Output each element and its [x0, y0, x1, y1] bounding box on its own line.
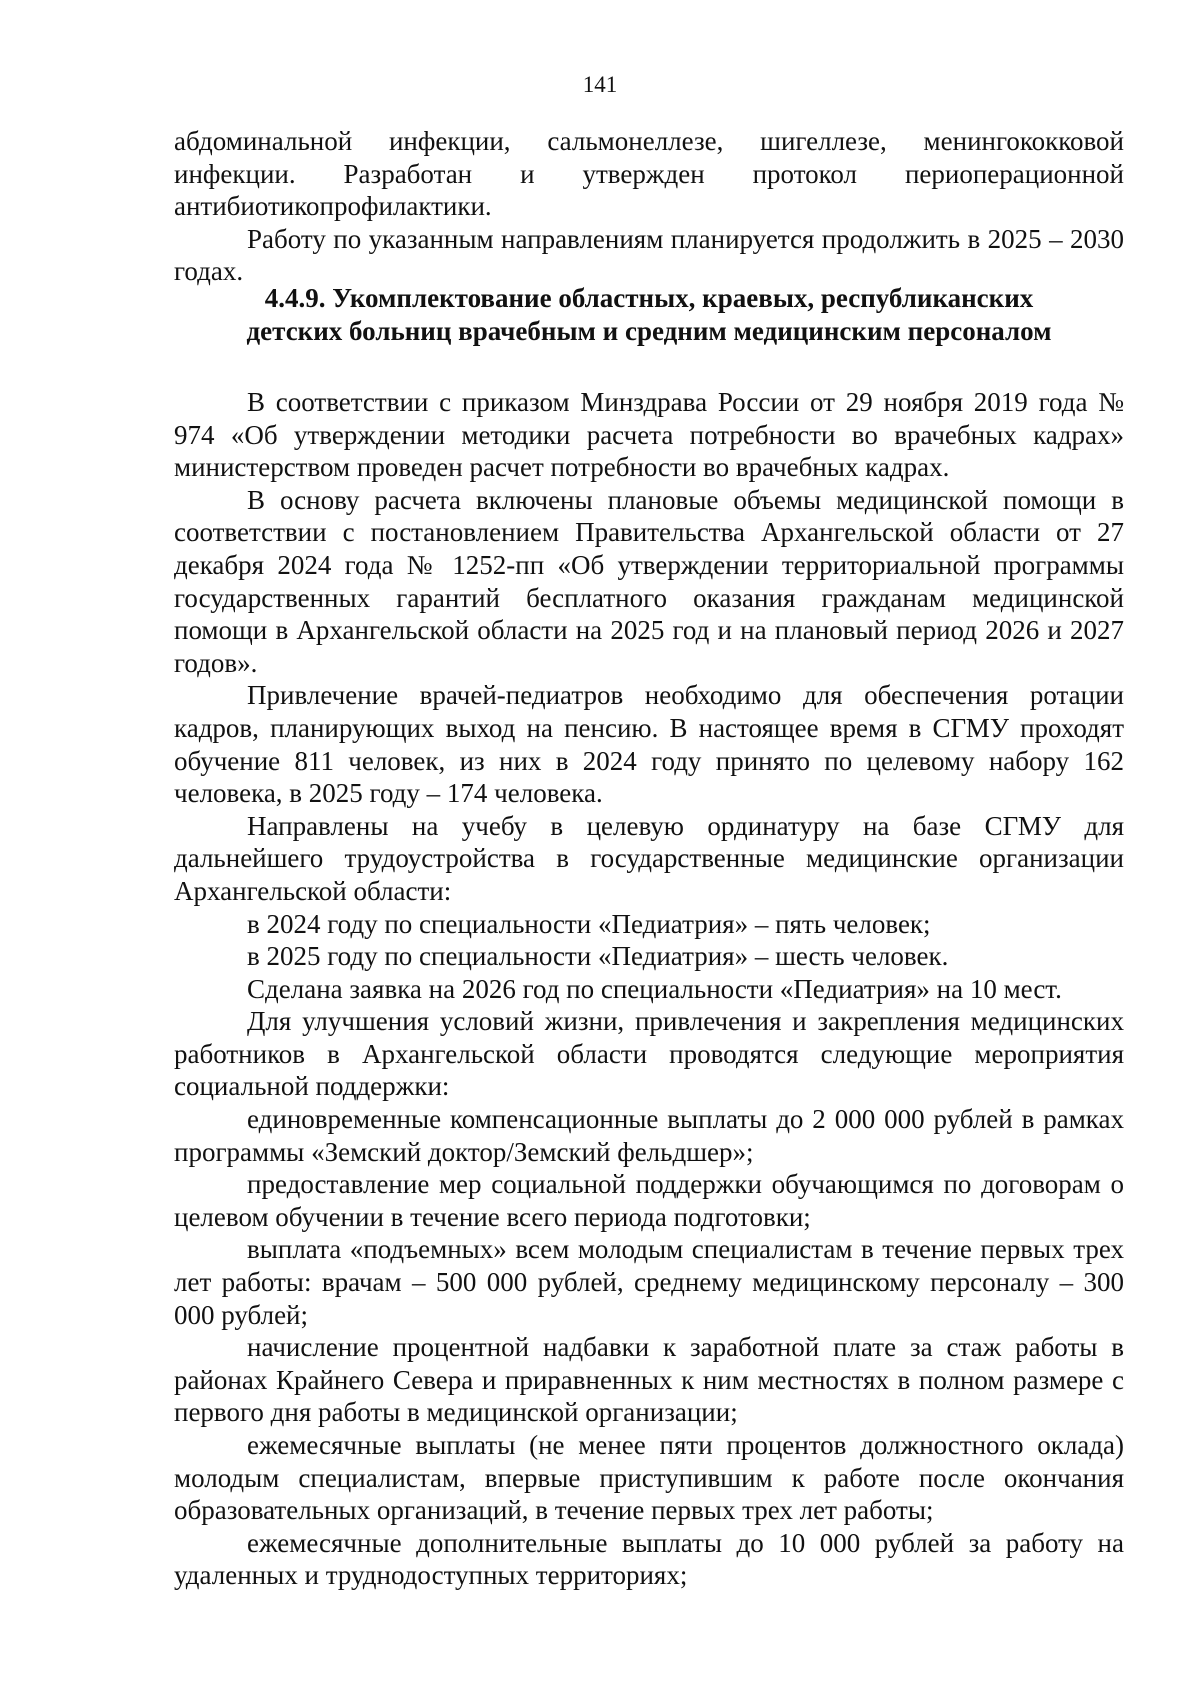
list-item: ежемесячные дополнительные выплаты до 10 000 рублей за работу на удаленных и труднодоступных территориях;	[174, 1527, 1124, 1591]
list-item: в 2025 году по специальности «Педиатрия» – шесть человек.	[247, 941, 949, 972]
page-number: 141	[582, 72, 618, 97]
paragraph: Сделана заявка на 2026 год по специальности «Педиатрия» на 10 мест.	[247, 973, 1062, 1004]
list-item: выплата «подъемных» всем молодым специалистам в течение первых трех лет работы: врачам – 500 000 рублей, среднему медицинскому персоналу – 300 000 рублей;	[174, 1234, 1124, 1330]
intro-text	[174, 125, 1124, 288]
list-item: начисление процентной надбавки к заработной плате за стаж работы в районах Крайнего Севера и приравненных к ним местностях в полном размере с первого дня работы в медицинской организации;	[174, 1332, 1124, 1428]
paragraph: абдоминальной инфекции, сальмонеллезе, шигеллезе, менингококковой инфекции. Разработан и утвержден протокол периоперационной антибиотикопрофилактики.	[174, 126, 1124, 222]
paragraph: Направлены на учебу в целевую ординатуру на базе СГМУ для дальнейшего трудоустройства в государственные медицинские организации Архангельской области:	[174, 810, 1124, 906]
list-item: единовременные компенсационные выплаты до 2 000 000 рублей в рамках программы «Земский доктор/Земский фельдшер»;	[174, 1104, 1124, 1167]
section-body	[174, 386, 1124, 1592]
paragraph: Для улучшения условий жизни, привлечения и закрепления медицинских работников в Архангельской области проводятся следующие мероприятия социальной поддержки:	[174, 1006, 1124, 1102]
section-heading-line: 4.4.9. Укомплектование областных, краевых, республиканских	[264, 283, 1034, 313]
paragraph: Работу по указанным направлениям планируется продолжить в 2025 – 2030 годах.	[174, 223, 1124, 287]
list-item: ежемесячные выплаты (не менее пяти процентов должностного оклада) молодым специалистам, впервые приступившим к работе после окончания образовательных организаций, в течение первых трех лет работы;	[174, 1430, 1124, 1526]
list-item: в 2024 году по специальности «Педиатрия» – пять человек;	[247, 908, 931, 939]
section-heading-line: детских больниц врачебным и средним медицинским персоналом	[246, 315, 1052, 346]
paragraph: В соответствии с приказом Минздрава России от 29 ноября 2019 года № 974 «Об утверждении методики расчета потребности во врачебных кадрах» министерством проведен расчет потребности во врачебных кадрах.	[174, 387, 1124, 483]
paragraph: Привлечение врачей-педиатров необходимо для обеспечения ротации кадров, планирующих выход на пенсию. В настоящее время в СГМУ проходят обучение 811 человек, из них в 2024 году принято по целевому набору 162 человека, в 2025 году – 174 человека.	[174, 680, 1124, 809]
section-heading	[174, 282, 1124, 347]
list-item: предоставление мер социальной поддержки обучающимся по договорам о целевом обучении в течение всего периода подготовки;	[174, 1169, 1124, 1232]
paragraph: В основу расчета включены плановые объемы медицинской помощи в соответствии с постановлением Правительства Архангельской области от 27 декабря 2024 года № 1252-пп «Об утверждении территориальной программы государственных гарантий бесплатного оказания гражданам медицинской помощи в Архангельской области на 2025 год и на плановый период 2026 и 2027 годов».	[174, 484, 1124, 678]
